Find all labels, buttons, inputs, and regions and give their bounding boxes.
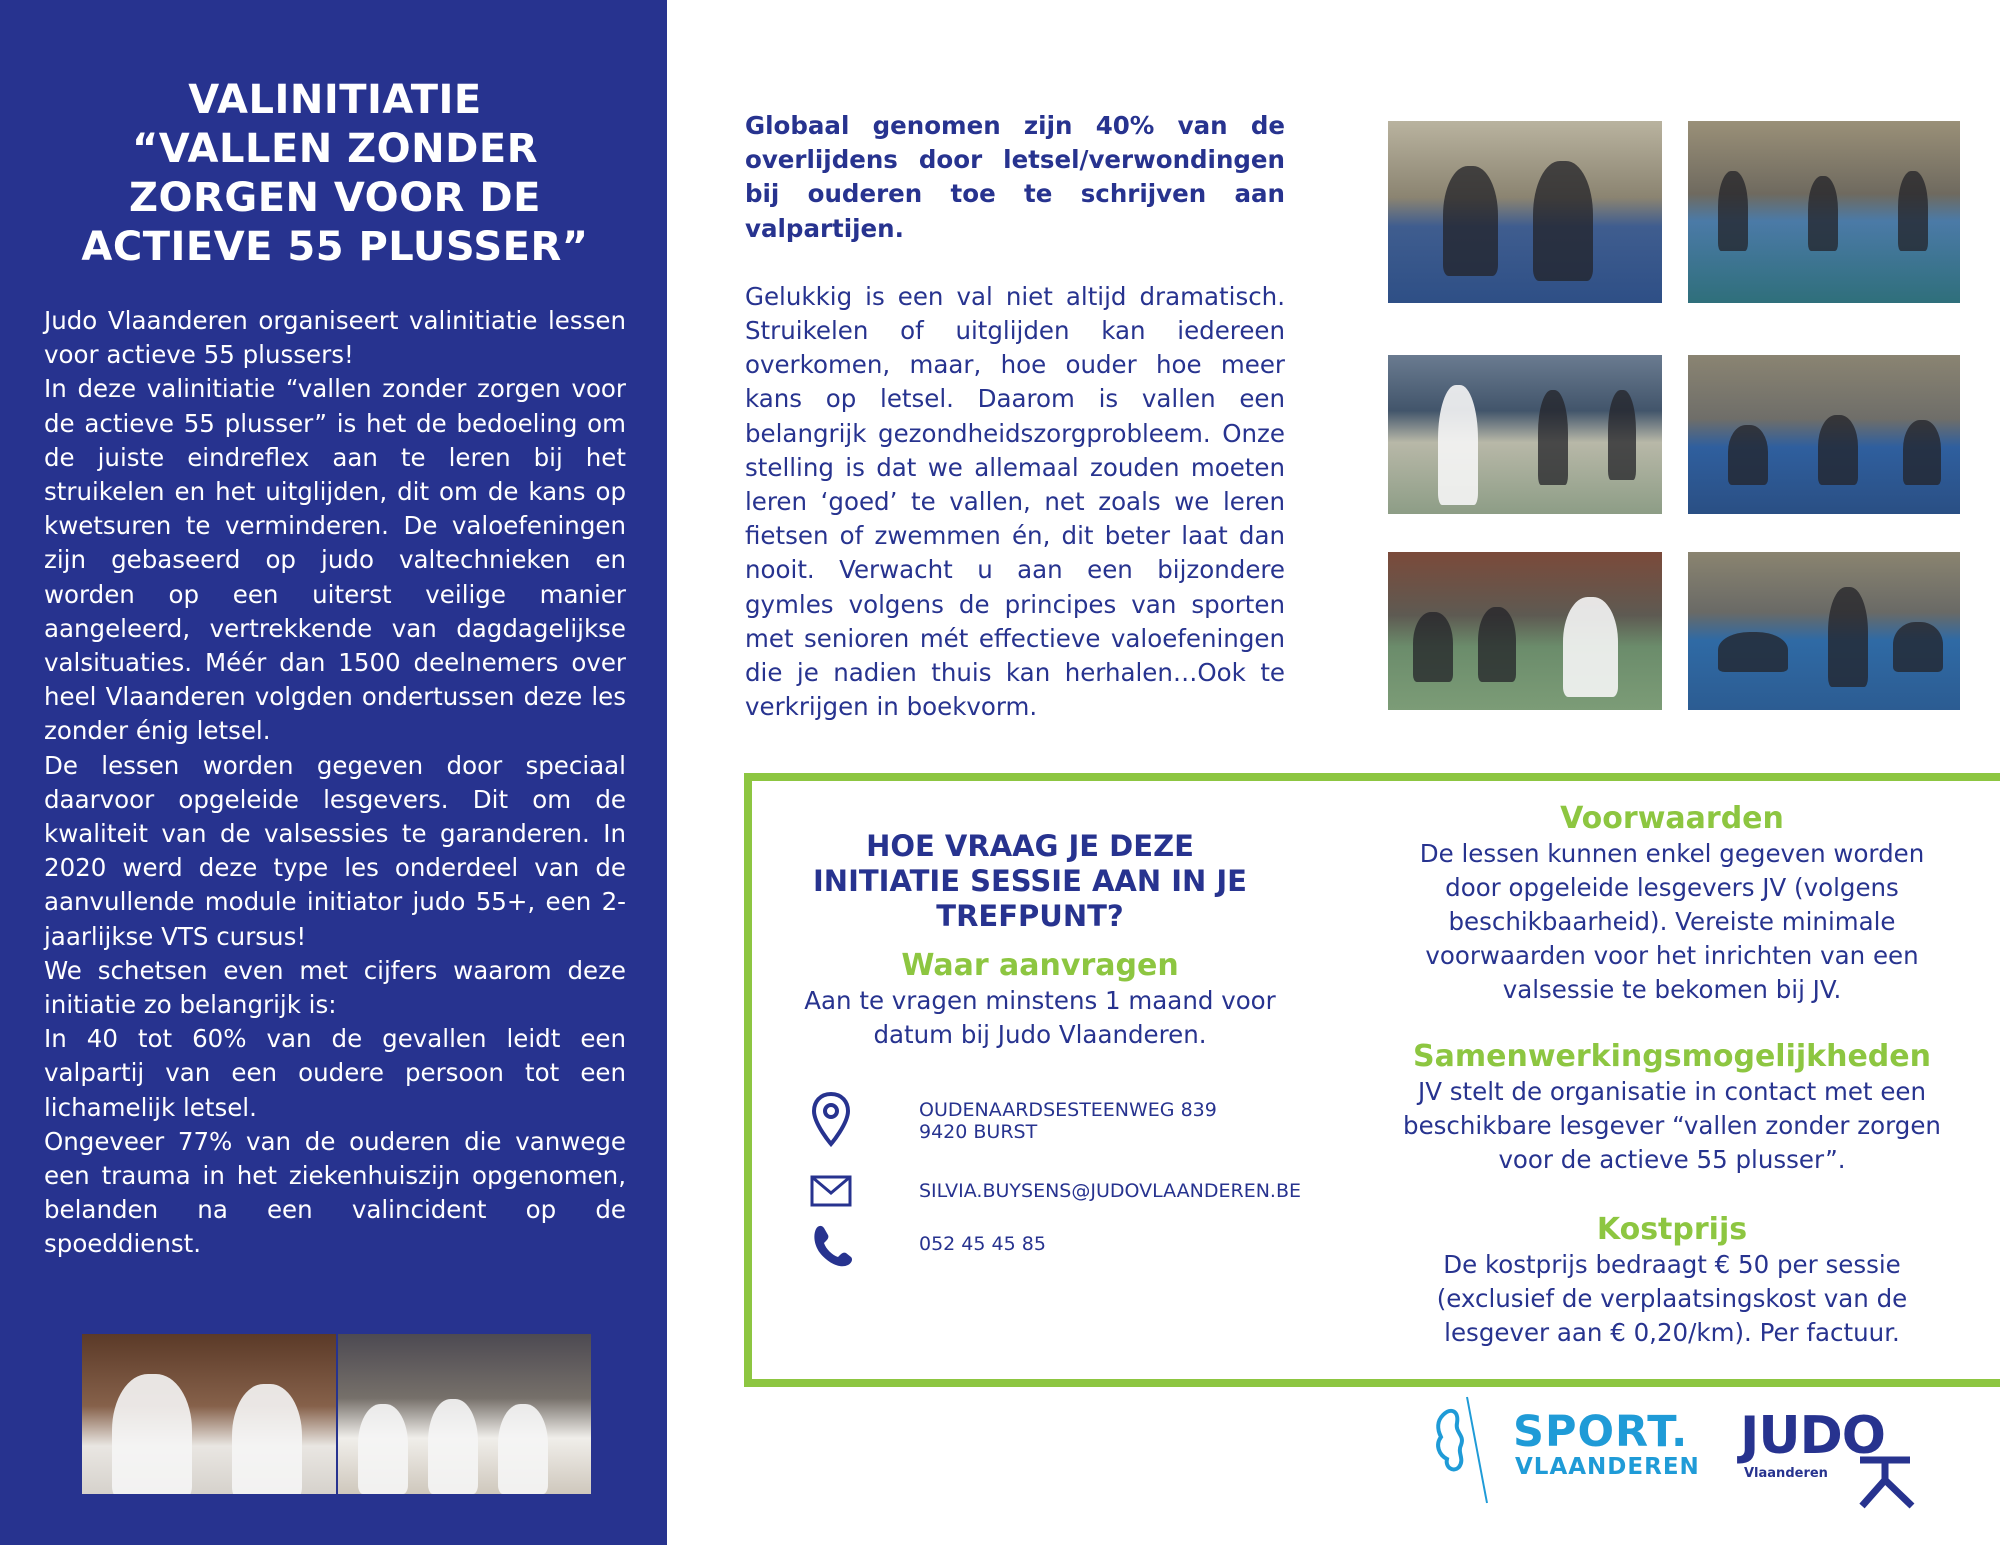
sport-word: SPORT. — [1513, 1407, 1689, 1457]
kostprijs-text: De kostprijs bedraagt € 50 per sessie (exclusief de verplaatsingskost van de lesgever aan € 0,20/km). Per factuur. — [1436, 1250, 1908, 1347]
lead-paragraph: Globaal genomen zijn 40% van de overlijdens door letsel/verwondingen bij ouderen toe te schrijven aan valpartijen. — [745, 111, 1285, 243]
paragraph: Ongeveer 77% van de ouderen die vanwege een trauma in het ziekenhuiszijn opgenomen, belanden na een valincident op de spoeddienst. — [44, 1126, 626, 1259]
info-box — [744, 773, 2000, 1387]
voorwaarden-text: De lessen kunnen enkel gegeven worden door opgeleide lesgevers JV (volgens beschikbaarheid). Vereiste minimale voorwaarden voor het inrichten van een valsessie te bekomen bij JV. — [1419, 839, 1925, 1004]
location-pin-icon — [810, 1091, 852, 1147]
title-line: ACTIEVE 55 PLUSSER” — [81, 224, 589, 270]
info-heading: HOE VRAAG JE DEZE INITIATIE SESSIE AAN IN JE TREFPUNT? — [813, 829, 1247, 933]
waar-text: Aan te vragen minstens 1 maand voor datum bij Judo Vlaanderen. — [804, 986, 1276, 1049]
photo-session-4 — [1688, 355, 1960, 514]
photo-instructors-1 — [82, 1334, 336, 1494]
paragraph: We schetsen even met cijfers waarom deze initiatie zo belangrijk is: — [44, 955, 626, 1020]
kostprijs-section — [1392, 1212, 1952, 1350]
envelope-icon — [810, 1163, 852, 1219]
contact-list — [810, 1091, 1302, 1279]
samenwerking-text: JV stelt de organisatie in contact met een beschikbare lesgever “vallen zonder zorgen voor de actieve 55 plusser”. — [1403, 1077, 1941, 1174]
instructors-photo — [82, 1334, 591, 1494]
intro-text — [44, 304, 626, 1262]
paragraph: In 40 tot 60% van de gevallen leidt een valpartij van een oudere persoon tot een lichamelijk letsel. — [44, 1024, 626, 1122]
email-row — [810, 1163, 1302, 1219]
photo-instructors-2 — [338, 1334, 592, 1494]
voorwaarden-section — [1392, 801, 1952, 1007]
title-line: “VALLEN ZONDER — [131, 126, 538, 172]
title-line: VALINITIATIE — [188, 77, 482, 123]
vlaanderen-word: VLAANDEREN — [1515, 1454, 1700, 1480]
phone-icon — [810, 1219, 852, 1275]
waar-title: Waar aanvragen — [901, 948, 1179, 983]
waar-aanvragen-section — [790, 948, 1290, 1052]
voorwaarden-title: Voorwaarden — [1560, 801, 1784, 836]
lion-icon — [1425, 1393, 1505, 1508]
left-panel — [0, 0, 667, 1545]
address-row — [810, 1091, 1280, 1163]
address-line: 9420 BURST — [919, 1121, 1038, 1143]
photo-session-6 — [1688, 552, 1960, 710]
judo-figure-icon — [1852, 1450, 1922, 1510]
main-title — [40, 76, 630, 272]
paragraph: Judo Vlaanderen organiseert valinitiatie lessen voor actieve 55 plussers! — [44, 306, 626, 370]
address-line: OUDENAARDSESTEENWEG 839 — [919, 1099, 1217, 1121]
photo-session-1 — [1388, 121, 1662, 303]
judo-vlaanderen-logo — [1740, 1406, 1920, 1510]
photo-session-5 — [1388, 552, 1662, 710]
samenwerking-title: Samenwerkingsmogelijkheden — [1413, 1039, 1931, 1074]
sport-vlaanderen-logo — [1425, 1393, 1700, 1508]
phone-row — [810, 1219, 1280, 1279]
paragraph: De lessen worden gegeven door speciaal daarvoor opgeleide lesgevers. Dit om de kwaliteit van de valsessies te garanderen. In 2020 werd deze type les onderdeel van de aanvullende module initiator judo 55+, een 2-jaarlijkse VTS cursus! — [44, 750, 626, 951]
kostprijs-title: Kostprijs — [1596, 1212, 1748, 1247]
paragraph: In deze valinitiatie “vallen zonder zorgen voor de actieve 55 plusser” is het de bedoeling om de juiste eindreflex aan te leren bij het struikelen en het uitglijden, dit om de kans op kwetsuren te verminderen. De valoefeningen zijn gebaseerd op judo valtechnieken en worden op een uiterst veilige manier aangeleerd, vertrekkende van dagdagelijkse valsituaties. Méér dan 1500 deelnemers over heel Vlaanderen volgden ondertussen deze les zonder énig letsel. — [44, 374, 626, 746]
email-link[interactable]: SILVIA.BUYSENS@JUDOVLAANDEREN.BE — [919, 1180, 1302, 1202]
phone-number[interactable]: 052 45 45 85 — [919, 1233, 1046, 1255]
judo-sub: Vlaanderen — [1744, 1466, 1828, 1481]
body-paragraph: Gelukkig is een val niet altijd dramatisch. Struikelen of uitglijden kan iedereen overkomen, maar, hoe ouder hoe meer kans op letsel. Daarom is vallen een belangrijk gezondheidszorgprobleem. Onze stelling is dat we allemaal zouden moeten leren ‘goed’ te vallen, net zoals we leren fietsen of zwemmen én, dit beter laat dan nooit. Verwacht u aan een bijzondere gymles volgens de principes van sporten met senioren mét effectieve valoefeningen die je nadien thuis kan herhalen…Ook te verkrijgen in boekvorm. — [745, 281, 1285, 722]
title-line: ZORGEN VOOR DE — [129, 175, 541, 221]
samenwerking-section — [1392, 1039, 1952, 1177]
photo-session-3 — [1388, 355, 1662, 514]
judo-word: JUDO — [1740, 1406, 1885, 1466]
middle-text — [745, 109, 1285, 724]
photo-session-2 — [1688, 121, 1960, 303]
